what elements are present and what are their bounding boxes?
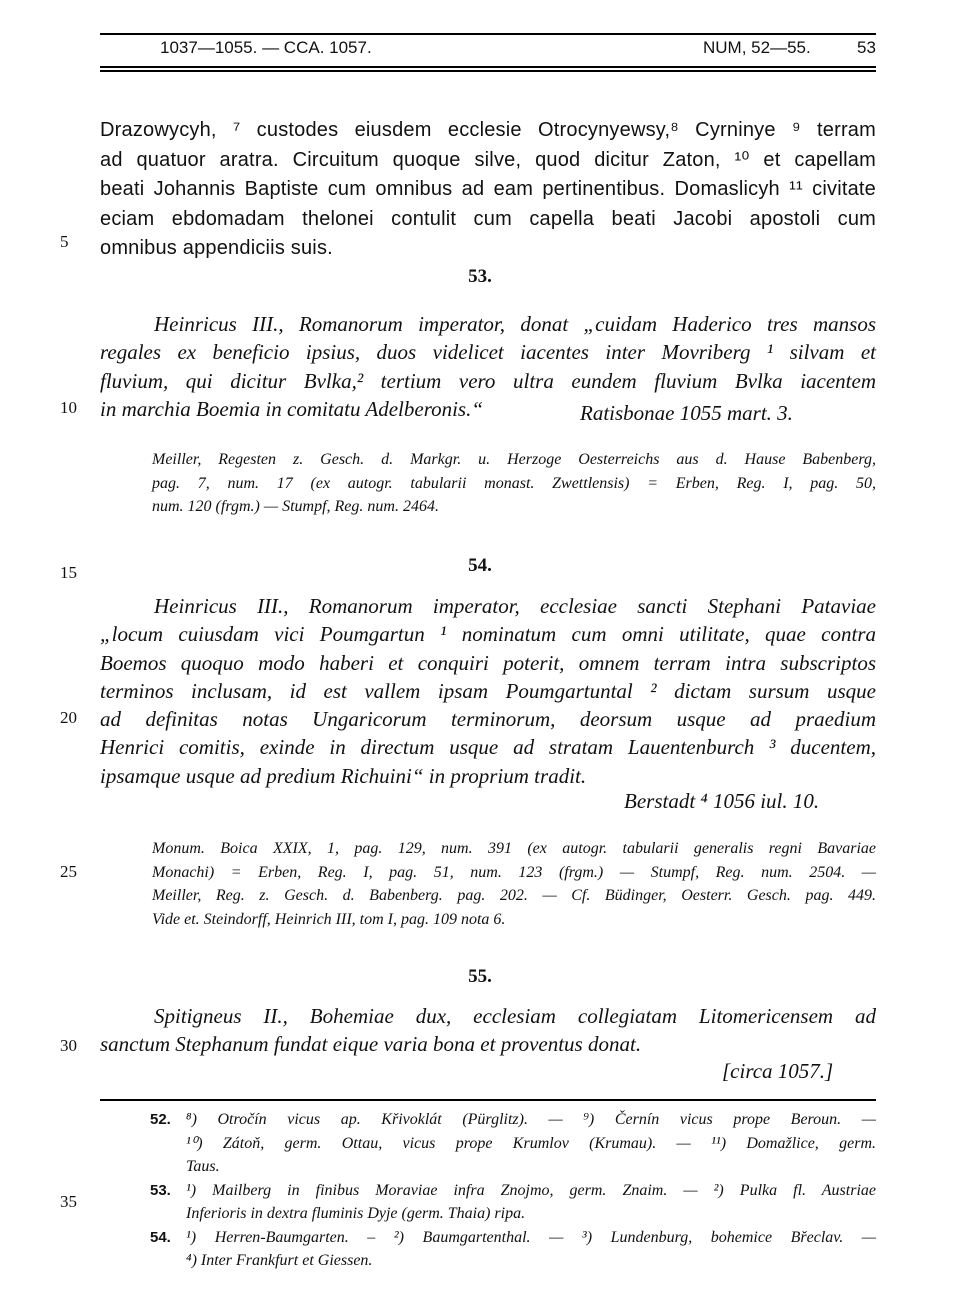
source-line: Monum. Boica XXIX, 1, pag. 129, num. 391 (ex autogr. tabularii generalis regni Bavariae bbox=[152, 840, 876, 857]
regest-line: Spitigneus II., Bohemiae dux, ecclesiam collegiatam Litomericensem ad bbox=[154, 1004, 876, 1028]
footnote-block-54 bbox=[150, 1226, 876, 1273]
source-line: Meiller, Reg. z. Gesch. d. Babenberg. pag. 202. — Cf. Büdinger, Oesterr. Gesch. pag. 449. bbox=[152, 887, 876, 904]
regest-line: regales ex beneficio ipsius, duos videlicet iacentes inter Movriberg ¹ silvam et bbox=[100, 340, 876, 365]
footnote-block-52 bbox=[150, 1108, 876, 1179]
footnote-line: ⁸) Otročín vicus ap. Křivoklát (Pürglitz). — ⁹) Černín vicus prope Beroun. — bbox=[186, 1111, 876, 1128]
regest-line: Heinricus III., Romanorum imperator, donat „cuidam Haderico tres mansos bbox=[154, 312, 876, 336]
text-line: eciam ebdomadam thelonei contulit cum capella beati Jacobi apostoli cum bbox=[100, 207, 876, 230]
regest-line: in marchia Boemia in comitatu Adelberonis.“ bbox=[100, 396, 484, 421]
source-line: Vide et. Steindorff, Heinrich III, tom I, pag. 109 nota 6. bbox=[152, 910, 506, 928]
line-number: 15 bbox=[60, 563, 77, 582]
regest-line: „locum cuiusdam vici Poumgartun ¹ nominatum cum omni utilitate, quae contra bbox=[100, 622, 876, 647]
header-rule-bottom-1 bbox=[100, 66, 876, 68]
doc55-regest bbox=[100, 1002, 876, 1059]
footnote-block-53 bbox=[150, 1179, 876, 1226]
doc52-text bbox=[100, 116, 876, 264]
running-head-left: 1037—1055. — CCA. 1057. bbox=[160, 38, 372, 57]
doc55-date: [circa 1057.] bbox=[722, 1059, 834, 1083]
regest-line: sanctum Stephanum fundat eique varia bona et proventus donat. bbox=[100, 1032, 642, 1057]
text-line: omnibus appendiciis suis. bbox=[100, 237, 333, 260]
text-line: ad quatuor aratra. Circuitum quoque silve, quod dicitur Zaton, ¹⁰ et capellam bbox=[100, 148, 876, 171]
footnote-key: 52. bbox=[150, 1111, 171, 1128]
footnote-key: 53. bbox=[150, 1181, 171, 1199]
header-rule-bottom-2 bbox=[100, 70, 876, 72]
source-line: Meiller, Regesten z. Gesch. d. Markgr. u. Herzoge Oesterreichs aus d. Hause Babenberg, bbox=[152, 451, 876, 468]
regest-line: terminos inclusam, id est vallem ipsam Poumgartuntal ² dictam sursum usque bbox=[100, 678, 876, 703]
line-number: 5 bbox=[60, 232, 69, 251]
line-number: 10 bbox=[60, 398, 77, 417]
line-number: 20 bbox=[60, 708, 77, 727]
doc54-number: 54. bbox=[468, 555, 492, 576]
text-line: Drazowycyh, ⁷ custodes eiusdem ecclesie Otrocynyewsy,⁸ Cyrninye ⁹ terram bbox=[100, 119, 876, 141]
footnotes bbox=[150, 1108, 876, 1273]
source-line: Monachi) = Erben, Reg. I, pag. 51, num. 123 (frgm.) — Stumpf, Reg. num. 2504. — bbox=[152, 863, 876, 881]
regest-line: ipsamque usque ad predium Richuini“ in proprium tradit. bbox=[100, 763, 587, 788]
footnote-rule bbox=[100, 1099, 876, 1101]
source-line: pag. 7, num. 17 (ex autogr. tabularii monast. Zwettlensis) = Erben, Reg. I, pag. 50, bbox=[152, 474, 876, 492]
regest-line: Henrici comitis, exinde in directum usque ad stratam Lauentenburch ³ ducentem, bbox=[100, 735, 876, 760]
line-number: 35 bbox=[60, 1192, 77, 1211]
text-line: beati Johannis Baptiste cum omnibus ad eam pertinentibus. Domaslicyh ¹¹ civitate bbox=[100, 178, 876, 201]
page-number: 53 bbox=[857, 38, 876, 57]
doc54-regest bbox=[100, 592, 876, 790]
doc53-number: 53. bbox=[468, 266, 492, 287]
line-number: 30 bbox=[60, 1036, 77, 1055]
regest-line: ad definitas notas Ungaricorum terminorum, deorsum usque ad praedium bbox=[100, 707, 876, 732]
footnote-line: ¹) Herren-Baumgarten. – ²) Baumgartenthal. — ³) Lundenburg, bohemice Břeclav. — bbox=[186, 1228, 876, 1246]
footnote-line: ⁴) Inter Frankfurt et Giessen. bbox=[186, 1252, 373, 1269]
regest-line: fluvium, qui dicitur Bvlka,² tertium vero ultra eundem fluvium Bvlka iacentem bbox=[100, 368, 876, 393]
doc54-date: Berstadt ⁴ 1056 iul. 10. bbox=[624, 789, 820, 813]
source-line: num. 120 (frgm.) — Stumpf, Reg. num. 2464. bbox=[152, 498, 439, 515]
line-number: 25 bbox=[60, 862, 77, 881]
doc53-date: Ratisbonae 1055 mart. 3. bbox=[580, 401, 793, 425]
regest-line: Boemos quoquo modo haberi et conquiri poterit, omnem terram intra subscriptos bbox=[100, 650, 876, 675]
header-rule-top bbox=[100, 33, 876, 35]
footnote-line: Inferioris in dextra fluminis Dyje (germ. Thaia) ripa. bbox=[186, 1205, 526, 1222]
footnote-line: ¹⁰) Zátoň, germ. Ottau, vicus prope Krumlov (Krumau). — ¹¹) Domažlice, germ. bbox=[186, 1134, 876, 1152]
footnote-line: Taus. bbox=[186, 1158, 220, 1175]
doc54-sources bbox=[152, 837, 876, 931]
footnote-key: 54. bbox=[150, 1228, 171, 1246]
regest-line: Heinricus III., Romanorum imperator, ecclesiae sancti Stephani Pataviae bbox=[154, 594, 876, 618]
doc55-number: 55. bbox=[468, 966, 492, 987]
running-head-right: NUM, 52—55. bbox=[703, 38, 811, 57]
footnote-line: ¹) Mailberg in finibus Moraviae infra Znojmo, germ. Znaim. — ²) Pulka fl. Austriae bbox=[186, 1181, 876, 1199]
doc53-sources bbox=[152, 448, 876, 519]
